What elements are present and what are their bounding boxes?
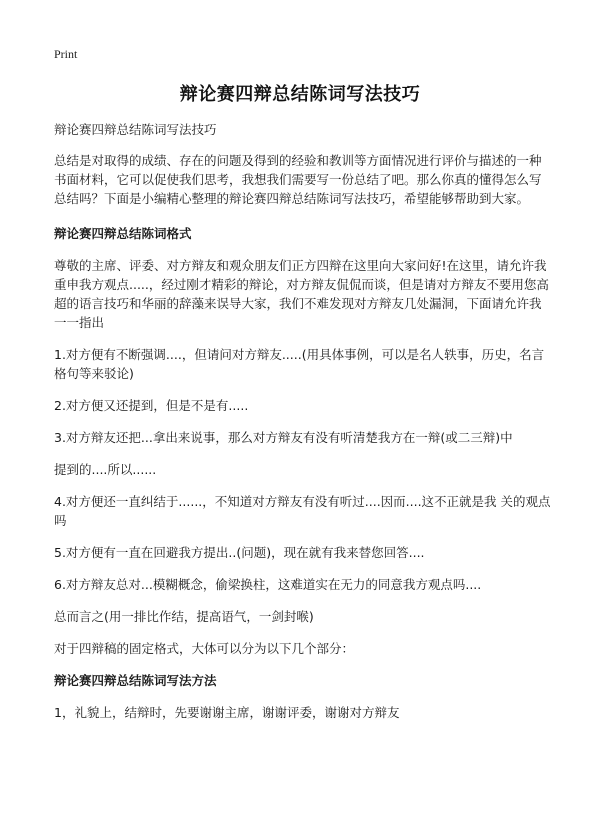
list-item: 6.对方辩友总对...模糊概念，偷梁换柱，这难道实在无力的同意我方观点吗....: [54, 577, 482, 592]
list-item: 4.对方便还一直纠结于......，不知道对方辩友有没有听过....因而....这不正就是我 关的观点吗: [54, 494, 551, 528]
intro-paragraph: 总结是对取得的成绩、存在的问题及得到的经验和教训等方面情况进行评价与描述的一种书面材料，它可以促使我们思考，我想我们需要写一份总结了吧。那么你真的懂得怎么写总结吗？下面是小编精心整理的辩论赛四辩总结陈词写法技巧，希望能够帮助到大家。: [54, 153, 542, 206]
list-item: 2.对方便又还提到，但是不是有.....: [54, 398, 249, 413]
document-subtitle: 辩论赛四辩总结陈词写法技巧: [54, 122, 217, 137]
opening-paragraph: 尊敬的主席、评委、对方辩友和观众朋友们正方四辩在这里向大家问好!在这里，请允许我重申我方观点.....，经过刚才精彩的辩论，对方辩友侃侃而谈，但是请对方辩友不要用您高超的语言技巧和华丽的辞藻来误导大家，我们不难发现对方辩友几处漏洞，下面请允许我一一指出: [54, 258, 549, 330]
page-title: 辩论赛四辩总结陈词写法技巧: [179, 84, 421, 105]
format-intro-line: 对于四辩稿的固定格式，大体可以分为以下几个部分：: [54, 641, 355, 656]
list-item: 1，礼貌上，结辩时，先要谢谢主席，谢谢评委，谢谢对方辩友: [54, 705, 400, 720]
list-item: 1.对方便有不断强调....，但请问对方辩友.....(用具体事例，可以是名人轶事，历史，名言格句等来驳论): [54, 347, 545, 381]
section-heading-format: 辩论赛四辩总结陈词格式: [54, 226, 192, 241]
section-heading-method: 辩论赛四辩总结陈词写法方法: [54, 673, 217, 688]
list-item: 提到的....所以......: [54, 462, 157, 477]
list-item: 5.对方便有一直在回避我方提出..(问题)，现在就有我来替您回答....: [54, 545, 425, 560]
print-label: Print: [54, 47, 78, 61]
document-body: [54, 120, 552, 735]
list-item: 3.对方辩友还把...拿出来说事，那么对方辩友有没有听清楚我方在一辩(或二三辩)中: [54, 430, 513, 445]
summary-line: 总而言之(用一排比作结，提高语气，一剑封喉): [54, 609, 314, 624]
